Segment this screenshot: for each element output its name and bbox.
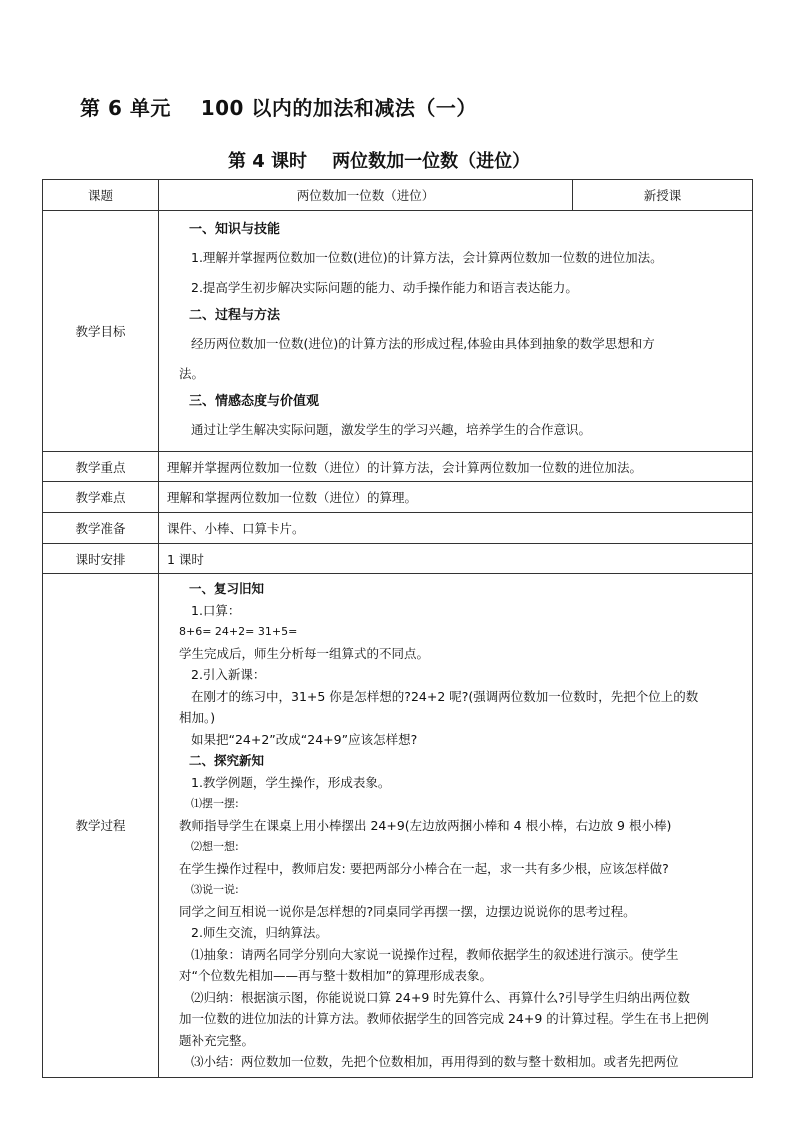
lesson-plan-table [42, 179, 753, 1078]
course-type: 新授课 [573, 180, 753, 211]
preparation-label: 教学准备 [43, 513, 159, 544]
process-line: 题补充完整。 [179, 1032, 255, 1048]
process-heading-review: 一、复习旧知 [189, 581, 265, 596]
difficulty-row [43, 482, 753, 513]
objectives-text-3b: 法。 [179, 366, 205, 381]
course-title: 两位数加一位数（进位） [159, 180, 573, 211]
process-content [159, 574, 753, 1078]
schedule-row [43, 544, 753, 574]
objectives-text-1: 1.理解并掌握两位数加一位数(进位)的计算方法，会计算两位数加一位数的进位加法。 [191, 250, 663, 265]
process-label: 教学过程 [43, 574, 159, 1078]
process-heading-explore: 二、探究新知 [189, 753, 265, 768]
process-line: 相加。) [179, 710, 216, 725]
process-line: ⑵归纳：根据演示图，你能说说口算 24+9 时先算什么、再算什么?引导学生归纳出两位数 [191, 989, 690, 1005]
process-line: ⑵想一想: [191, 840, 239, 853]
process-row [43, 574, 753, 1078]
objectives-heading-3: 三、情感态度与价值观 [189, 394, 320, 409]
objectives-text-2: 2.提高学生初步解决实际问题的能力、动手操作能力和语言表达能力。 [191, 280, 578, 295]
process-line: ⑶说一说: [191, 883, 239, 896]
preparation-text: 课件、小棒、口算卡片。 [159, 513, 753, 544]
key-point-row [43, 452, 753, 482]
process-line: 加一位数的进位加法的计算方法。教师依据学生的回答完成 24+9 的计算过程。学生在书上把例 [179, 1011, 709, 1026]
process-line: ⑶小结：两位数加一位数，先把个位数相加，再用得到的数与整十数相加。或者先把两位 [191, 1054, 679, 1069]
lesson-title: 第 4 课时 两位数加一位数（进位） [228, 151, 531, 172]
process-line: 学生完成后，师生分析每一组算式的不同点。 [179, 645, 430, 661]
process-line: 同学之间互相说一说你是怎样想的?同桌同学再摆一摆，边摆边说说你的思考过程。 [179, 903, 636, 919]
key-point-label: 教学重点 [43, 452, 159, 482]
objectives-label: 教学目标 [43, 211, 159, 452]
process-line: 2.引入新课： [191, 667, 266, 682]
process-line: 在学生操作过程中，教师启发: 要把两部分小棒合在一起，求一共有多少根，应该怎样做? [179, 860, 669, 876]
objectives-content [159, 211, 753, 452]
process-line: 8+6= 24+2= 31+5= [179, 625, 298, 638]
process-line: 1.教学例题，学生操作，形成表象。 [191, 774, 391, 790]
objectives-heading-2: 二、过程与方法 [189, 308, 281, 323]
difficulty-text: 理解和掌握两位数加一位数（进位）的算理。 [159, 482, 753, 513]
process-line: 如果把“24+2”改成“24+9”应该怎样想? [191, 731, 418, 747]
process-line: 在刚才的练习中，31+5 你是怎样想的?24+2 呢?(强调两位数加一位数时，先把个位上的数 [191, 688, 699, 704]
objectives-heading-1: 一、知识与技能 [189, 222, 281, 237]
preparation-row [43, 513, 753, 544]
objectives-row [43, 211, 753, 452]
course-row [43, 180, 753, 211]
process-line: 教师指导学生在课桌上用小棒摆出 24+9(左边放两捆小棒和 4 根小棒，右边放 9 根小棒) [179, 817, 672, 833]
schedule-text: 1 课时 [159, 544, 753, 574]
process-line: 对“个位数先相加——再与整十数相加”的算理形成表象。 [179, 968, 492, 983]
course-label: 课题 [43, 180, 159, 211]
difficulty-label: 教学难点 [43, 482, 159, 513]
schedule-label: 课时安排 [43, 544, 159, 574]
objectives-text-3a: 经历两位数加一位数(进位)的计算方法的形成过程,体验由具体到抽象的数学思想和方 [191, 336, 655, 351]
objectives-text-4: 通过让学生解决实际问题，激发学生的学习兴趣，培养学生的合作意识。 [191, 422, 592, 437]
process-line: 2.师生交流，归纳算法。 [191, 925, 328, 940]
unit-title: 第 6 单元 100 以内的加法和减法（一） [80, 96, 477, 120]
process-line: ⑴摆一摆: [191, 797, 239, 810]
process-line: 1.口算： [191, 602, 241, 618]
key-point-text: 理解并掌握两位数加一位数（进位）的计算方法，会计算两位数加一位数的进位加法。 [159, 452, 753, 482]
process-line: ⑴抽象：请两名同学分别向大家说一说操作过程，教师依据学生的叙述进行演示。使学生 [191, 946, 679, 962]
